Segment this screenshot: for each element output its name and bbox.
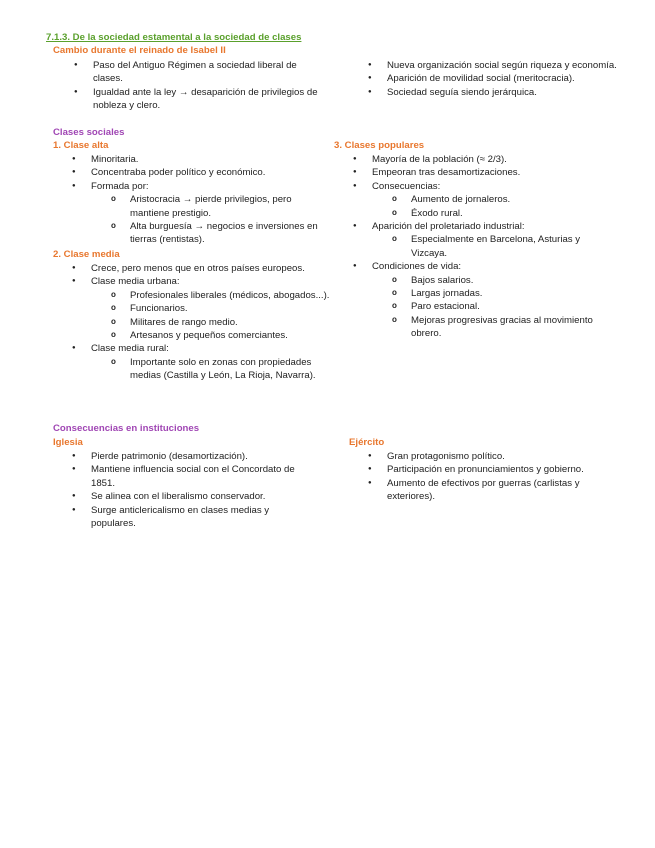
subsection-heading-clase-media: 2. Clase media (53, 249, 120, 260)
clase-alta-sublist (91, 193, 333, 247)
list-item-label: ● Consecuencias: (372, 180, 441, 192)
cambio-right-list (349, 59, 619, 99)
list-item-label: ● Formada por: (91, 180, 149, 192)
sub-list-item: o Militares de rango medio. (91, 316, 333, 329)
proletariado-sublist (372, 233, 614, 260)
list-item-label: ● Clase media urbana: (91, 276, 180, 288)
list-item: ● Surge anticlericalismo en clases medias y populares. (53, 504, 315, 531)
sub-list-item: o Éxodo rural. (372, 207, 614, 220)
list-item: ● Empeoran tras desamortizaciones. (334, 166, 614, 179)
list-item-label: ● Condiciones de vida: (372, 261, 462, 273)
list-item (53, 275, 333, 342)
sub-list-item: o Especialmente en Barcelona, Asturias y Vizcaya. (372, 233, 614, 260)
list-item-label: ● Clase media rural: (91, 343, 169, 355)
list-item (334, 180, 614, 220)
clase-media-rural-sublist (91, 356, 333, 383)
sub-list-item: o Importante solo en zonas con propiedades medias (Castilla y León, La Rioja, Navarra). (91, 356, 333, 383)
list-item: ● Minoritaria. (53, 153, 333, 166)
clase-alta-list (53, 153, 333, 247)
sub-list-item: o Artesanos y pequeños comerciantes. (91, 329, 333, 342)
iglesia-list (53, 450, 315, 530)
list-item: ● Sociedad seguía siendo jerárquica. (349, 86, 619, 99)
list-item: ● Mayoría de la población (≈ 2/3). (334, 153, 614, 166)
subsection-heading-ejercito: Ejército (349, 437, 385, 448)
subsection-heading-clase-alta: 1. Clase alta (53, 140, 109, 151)
section-heading-cambio: Cambio durante el reinado de Isabel II (53, 45, 226, 56)
sub-list-item: o Profesionales liberales (médicos, abogados...). (91, 289, 333, 302)
list-item: ● Pierde patrimonio (desamortización). (53, 450, 315, 463)
consecuencias-sublist (372, 193, 614, 220)
sub-list-item: o Alta burguesía → negocios e inversiones en tierras (rentistas). (91, 220, 333, 247)
ejercito-list (349, 450, 619, 504)
list-item: ● Crece, pero menos que en otros países europeos. (53, 262, 333, 275)
list-item: ● Se alinea con el liberalismo conservador. (53, 490, 315, 503)
section-heading-clases: Clases sociales (53, 127, 125, 138)
clases-populares-list (334, 153, 614, 341)
list-item: ● Igualdad ante la ley → desaparición de privilegios de nobleza y clero. (55, 86, 320, 113)
list-item: ● Participación en pronunciamientos y gobierno. (349, 463, 619, 476)
condiciones-sublist (372, 274, 614, 341)
sub-list-item: o Aristocracia → pierde privilegios, pero mantiene prestigio. (91, 193, 333, 220)
list-item: ● Mantiene influencia social con el Concordato de 1851. (53, 463, 315, 490)
sub-list-item: o Bajos salarios. (372, 274, 614, 287)
list-item: ● Aumento de efectivos por guerras (carlistas y exteriores). (349, 477, 619, 504)
sub-list-item: o Funcionarios. (91, 302, 333, 315)
sub-list-item: o Paro estacional. (372, 300, 614, 313)
list-item (53, 342, 333, 382)
list-item (334, 220, 614, 260)
sub-list-item: o Largas jornadas. (372, 287, 614, 300)
list-item-label: ● Aparición del proletariado industrial: (372, 221, 525, 233)
sub-list-item: o Mejoras progresivas gracias al movimiento obrero. (372, 314, 614, 341)
page-title: 7.1.3. De la sociedad estamental a la sociedad de clases (46, 32, 302, 43)
list-item: ● Aparición de movilidad social (meritocracia). (349, 72, 619, 85)
clase-media-urbana-sublist (91, 289, 333, 343)
subsection-heading-iglesia: Iglesia (53, 437, 83, 448)
list-item: ● Gran protagonismo político. (349, 450, 619, 463)
subsection-heading-clases-populares: 3. Clases populares (334, 140, 425, 151)
list-item: ● Paso del Antiguo Régimen a sociedad liberal de clases. (55, 59, 320, 86)
section-heading-instituciones: Consecuencias en instituciones (53, 423, 200, 434)
cambio-left-list (55, 59, 320, 113)
list-item (53, 180, 333, 247)
list-item (334, 260, 614, 340)
list-item: ● Concentraba poder político y económico. (53, 166, 333, 179)
sub-list-item: o Aumento de jornaleros. (372, 193, 614, 206)
clase-media-list (53, 262, 333, 383)
list-item: ● Nueva organización social según riqueza y economía. (349, 59, 619, 72)
